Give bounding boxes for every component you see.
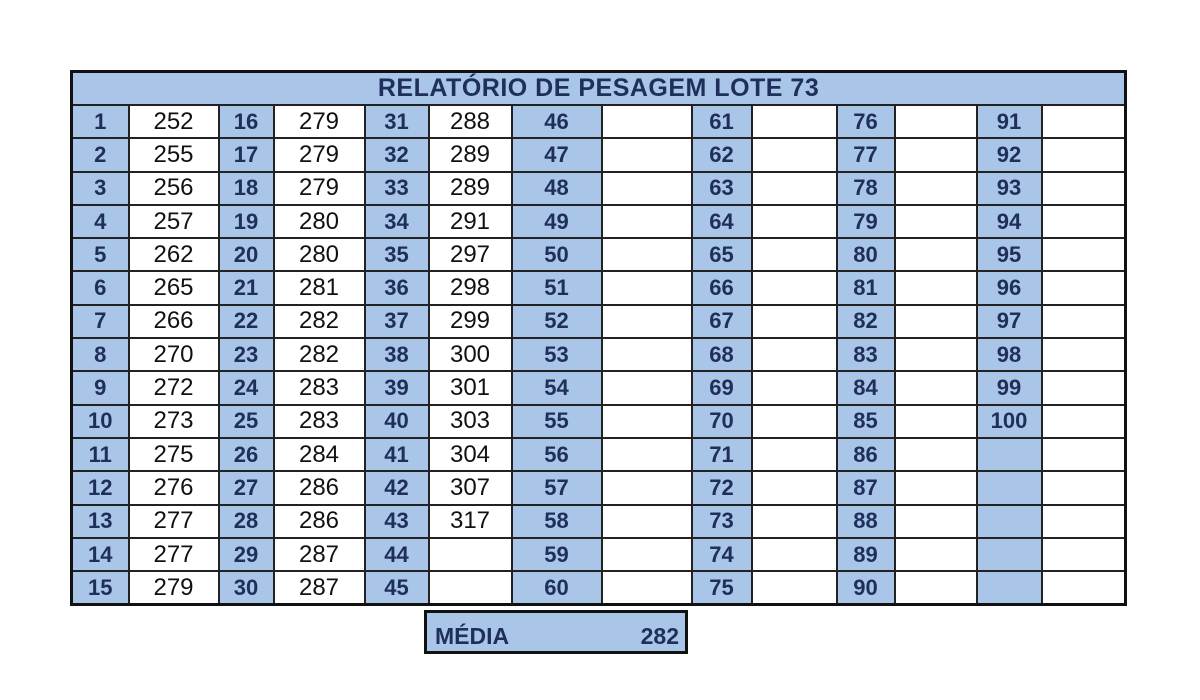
table-row <box>72 338 1126 371</box>
weight-cell: 283 <box>274 371 365 404</box>
animal-number-cell: 90 <box>837 571 895 605</box>
weight-cell: 252 <box>129 105 219 138</box>
weight-cell <box>1042 138 1126 171</box>
weight-cell: 300 <box>429 338 512 371</box>
weight-cell <box>602 271 692 304</box>
animal-number-cell: 86 <box>837 438 895 471</box>
table-row <box>72 505 1126 538</box>
animal-number-cell: 95 <box>977 238 1042 271</box>
weight-cell: 257 <box>129 205 219 238</box>
weight-cell: 289 <box>429 138 512 171</box>
animal-number-cell: 12 <box>72 471 129 504</box>
animal-number-cell: 20 <box>219 238 274 271</box>
animal-number-cell: 88 <box>837 505 895 538</box>
weight-cell: 279 <box>274 172 365 205</box>
animal-number-cell: 50 <box>512 238 602 271</box>
weight-cell <box>602 438 692 471</box>
title-row <box>72 72 1126 106</box>
weight-cell <box>1042 371 1126 404</box>
animal-number-cell: 74 <box>692 538 752 571</box>
animal-number-cell: 3 <box>72 172 129 205</box>
animal-number-cell: 48 <box>512 172 602 205</box>
weight-cell: 280 <box>274 238 365 271</box>
animal-number-cell: 99 <box>977 371 1042 404</box>
weight-cell <box>602 105 692 138</box>
weight-cell <box>752 305 837 338</box>
weight-cell: 279 <box>129 571 219 605</box>
animal-number-cell: 79 <box>837 205 895 238</box>
weight-cell <box>602 205 692 238</box>
weight-cell <box>1042 505 1126 538</box>
table-row <box>72 205 1126 238</box>
animal-number-cell: 17 <box>219 138 274 171</box>
weight-cell <box>752 105 837 138</box>
animal-number-cell: 80 <box>837 238 895 271</box>
animal-number-cell: 7 <box>72 305 129 338</box>
weight-cell <box>1042 471 1126 504</box>
weight-cell <box>602 138 692 171</box>
weight-cell: 281 <box>274 271 365 304</box>
animal-number-cell: 89 <box>837 538 895 571</box>
weight-cell: 279 <box>274 138 365 171</box>
weighing-report-table <box>70 70 1127 606</box>
weight-cell <box>1042 438 1126 471</box>
animal-number-cell: 56 <box>512 438 602 471</box>
animal-number-cell: 34 <box>365 205 429 238</box>
weight-cell <box>602 471 692 504</box>
weight-cell <box>895 138 977 171</box>
animal-number-cell: 47 <box>512 138 602 171</box>
table-row <box>72 172 1126 205</box>
animal-number-cell: 91 <box>977 105 1042 138</box>
weight-cell: 287 <box>274 538 365 571</box>
animal-number-cell: 66 <box>692 271 752 304</box>
empty-number-cell <box>977 438 1042 471</box>
animal-number-cell: 45 <box>365 571 429 605</box>
animal-number-cell: 28 <box>219 505 274 538</box>
animal-number-cell: 60 <box>512 571 602 605</box>
weight-cell <box>895 571 977 605</box>
weight-cell <box>429 571 512 605</box>
weight-cell: 256 <box>129 172 219 205</box>
animal-number-cell: 97 <box>977 305 1042 338</box>
weight-cell <box>752 371 837 404</box>
animal-number-cell: 46 <box>512 105 602 138</box>
weight-cell: 276 <box>129 471 219 504</box>
table-row <box>72 238 1126 271</box>
weight-cell: 299 <box>429 305 512 338</box>
weight-cell: 291 <box>429 205 512 238</box>
weight-cell <box>895 538 977 571</box>
animal-number-cell: 11 <box>72 438 129 471</box>
animal-number-cell: 37 <box>365 305 429 338</box>
animal-number-cell: 98 <box>977 338 1042 371</box>
table-row <box>72 471 1126 504</box>
weight-cell <box>1042 172 1126 205</box>
table-row <box>72 371 1126 404</box>
animal-number-cell: 69 <box>692 371 752 404</box>
animal-number-cell: 39 <box>365 371 429 404</box>
animal-number-cell: 52 <box>512 305 602 338</box>
animal-number-cell: 25 <box>219 405 274 438</box>
table-row <box>72 305 1126 338</box>
animal-number-cell: 68 <box>692 338 752 371</box>
weight-cell <box>1042 538 1126 571</box>
average-box <box>424 610 688 654</box>
weight-cell: 272 <box>129 371 219 404</box>
weight-cell <box>895 205 977 238</box>
animal-number-cell: 58 <box>512 505 602 538</box>
weight-cell <box>1042 338 1126 371</box>
animal-number-cell: 14 <box>72 538 129 571</box>
animal-number-cell: 75 <box>692 571 752 605</box>
weight-cell: 277 <box>129 538 219 571</box>
animal-number-cell: 33 <box>365 172 429 205</box>
average-label: MÉDIA <box>435 623 510 649</box>
animal-number-cell: 21 <box>219 271 274 304</box>
weight-cell: 297 <box>429 238 512 271</box>
weight-cell <box>752 172 837 205</box>
animal-number-cell: 19 <box>219 205 274 238</box>
animal-number-cell: 84 <box>837 371 895 404</box>
weight-cell <box>895 371 977 404</box>
table-row <box>72 405 1126 438</box>
weight-cell: 282 <box>274 305 365 338</box>
weight-cell: 317 <box>429 505 512 538</box>
weight-cell: 266 <box>129 305 219 338</box>
animal-number-cell: 30 <box>219 571 274 605</box>
animal-number-cell: 41 <box>365 438 429 471</box>
weight-cell: 277 <box>129 505 219 538</box>
animal-number-cell: 42 <box>365 471 429 504</box>
animal-number-cell: 64 <box>692 205 752 238</box>
weight-cell <box>752 538 837 571</box>
animal-number-cell: 96 <box>977 271 1042 304</box>
animal-number-cell: 4 <box>72 205 129 238</box>
weight-cell <box>752 571 837 605</box>
animal-number-cell: 63 <box>692 172 752 205</box>
animal-number-cell: 29 <box>219 538 274 571</box>
weight-cell: 282 <box>274 338 365 371</box>
animal-number-cell: 40 <box>365 405 429 438</box>
weight-cell <box>602 538 692 571</box>
animal-number-cell: 61 <box>692 105 752 138</box>
animal-number-cell: 44 <box>365 538 429 571</box>
weight-cell: 283 <box>274 405 365 438</box>
animal-number-cell: 10 <box>72 405 129 438</box>
weight-cell: 289 <box>429 172 512 205</box>
animal-number-cell: 94 <box>977 205 1042 238</box>
table-row <box>72 138 1126 171</box>
weight-cell: 280 <box>274 205 365 238</box>
animal-number-cell: 15 <box>72 571 129 605</box>
animal-number-cell: 2 <box>72 138 129 171</box>
weight-cell: 262 <box>129 238 219 271</box>
animal-number-cell: 85 <box>837 405 895 438</box>
weight-cell <box>895 105 977 138</box>
animal-number-cell: 8 <box>72 338 129 371</box>
table-row <box>72 105 1126 138</box>
weight-cell <box>752 238 837 271</box>
weight-cell <box>1042 205 1126 238</box>
animal-number-cell: 78 <box>837 172 895 205</box>
weight-cell: 265 <box>129 271 219 304</box>
weight-cell <box>602 405 692 438</box>
animal-number-cell: 54 <box>512 371 602 404</box>
weight-cell <box>602 338 692 371</box>
weight-cell <box>602 505 692 538</box>
animal-number-cell: 38 <box>365 338 429 371</box>
animal-number-cell: 9 <box>72 371 129 404</box>
animal-number-cell: 55 <box>512 405 602 438</box>
weight-cell <box>895 238 977 271</box>
weight-cell: 270 <box>129 338 219 371</box>
animal-number-cell: 5 <box>72 238 129 271</box>
empty-number-cell <box>977 471 1042 504</box>
weight-cell <box>602 571 692 605</box>
animal-number-cell: 59 <box>512 538 602 571</box>
weight-cell <box>895 305 977 338</box>
animal-number-cell: 49 <box>512 205 602 238</box>
weight-cell <box>1042 305 1126 338</box>
table-row <box>72 271 1126 304</box>
animal-number-cell: 92 <box>977 138 1042 171</box>
animal-number-cell: 6 <box>72 271 129 304</box>
table-row <box>72 438 1126 471</box>
animal-number-cell: 73 <box>692 505 752 538</box>
animal-number-cell: 77 <box>837 138 895 171</box>
animal-number-cell: 36 <box>365 271 429 304</box>
animal-number-cell: 27 <box>219 471 274 504</box>
average-value: 282 <box>640 623 679 649</box>
weight-cell <box>895 338 977 371</box>
animal-number-cell: 83 <box>837 338 895 371</box>
animal-number-cell: 71 <box>692 438 752 471</box>
animal-number-cell: 82 <box>837 305 895 338</box>
weight-cell: 275 <box>129 438 219 471</box>
weight-cell: 304 <box>429 438 512 471</box>
weight-cell <box>752 138 837 171</box>
animal-number-cell: 62 <box>692 138 752 171</box>
animal-number-cell: 13 <box>72 505 129 538</box>
animal-number-cell: 81 <box>837 271 895 304</box>
weight-cell <box>602 305 692 338</box>
weight-cell <box>752 271 837 304</box>
weight-cell <box>1042 271 1126 304</box>
weight-cell <box>752 338 837 371</box>
weight-cell <box>895 505 977 538</box>
empty-number-cell <box>977 505 1042 538</box>
animal-number-cell: 1 <box>72 105 129 138</box>
weight-cell <box>752 205 837 238</box>
weight-cell <box>895 405 977 438</box>
weight-cell <box>602 371 692 404</box>
weight-cell <box>895 471 977 504</box>
weight-cell: 288 <box>429 105 512 138</box>
animal-number-cell: 76 <box>837 105 895 138</box>
weight-cell <box>1042 105 1126 138</box>
animal-number-cell: 32 <box>365 138 429 171</box>
weight-cell <box>752 438 837 471</box>
animal-number-cell: 93 <box>977 172 1042 205</box>
animal-number-cell: 72 <box>692 471 752 504</box>
animal-number-cell: 24 <box>219 371 274 404</box>
table-row <box>72 571 1126 605</box>
weight-cell: 287 <box>274 571 365 605</box>
weight-cell: 286 <box>274 505 365 538</box>
weight-cell: 279 <box>274 105 365 138</box>
weight-cell <box>602 238 692 271</box>
weight-cell <box>752 471 837 504</box>
animal-number-cell: 57 <box>512 471 602 504</box>
animal-number-cell: 16 <box>219 105 274 138</box>
weight-cell <box>895 172 977 205</box>
animal-number-cell: 100 <box>977 405 1042 438</box>
empty-number-cell <box>977 538 1042 571</box>
animal-number-cell: 23 <box>219 338 274 371</box>
weight-cell: 307 <box>429 471 512 504</box>
animal-number-cell: 53 <box>512 338 602 371</box>
weight-cell: 255 <box>129 138 219 171</box>
animal-number-cell: 65 <box>692 238 752 271</box>
weight-cell: 286 <box>274 471 365 504</box>
animal-number-cell: 18 <box>219 172 274 205</box>
animal-number-cell: 26 <box>219 438 274 471</box>
weight-cell <box>895 438 977 471</box>
weight-cell <box>752 405 837 438</box>
animal-number-cell: 22 <box>219 305 274 338</box>
weight-cell <box>602 172 692 205</box>
weight-cell: 298 <box>429 271 512 304</box>
weight-cell: 303 <box>429 405 512 438</box>
animal-number-cell: 87 <box>837 471 895 504</box>
weight-cell <box>1042 571 1126 605</box>
report-title: RELATÓRIO DE PESAGEM LOTE 73 <box>72 72 1126 106</box>
weight-cell <box>1042 238 1126 271</box>
empty-number-cell <box>977 571 1042 605</box>
animal-number-cell: 67 <box>692 305 752 338</box>
weight-cell <box>429 538 512 571</box>
animal-number-cell: 35 <box>365 238 429 271</box>
weight-cell: 301 <box>429 371 512 404</box>
table-row <box>72 538 1126 571</box>
weight-cell: 284 <box>274 438 365 471</box>
weight-cell <box>1042 405 1126 438</box>
weight-cell: 273 <box>129 405 219 438</box>
animal-number-cell: 70 <box>692 405 752 438</box>
weight-cell <box>752 505 837 538</box>
animal-number-cell: 43 <box>365 505 429 538</box>
animal-number-cell: 51 <box>512 271 602 304</box>
animal-number-cell: 31 <box>365 105 429 138</box>
weight-cell <box>895 271 977 304</box>
